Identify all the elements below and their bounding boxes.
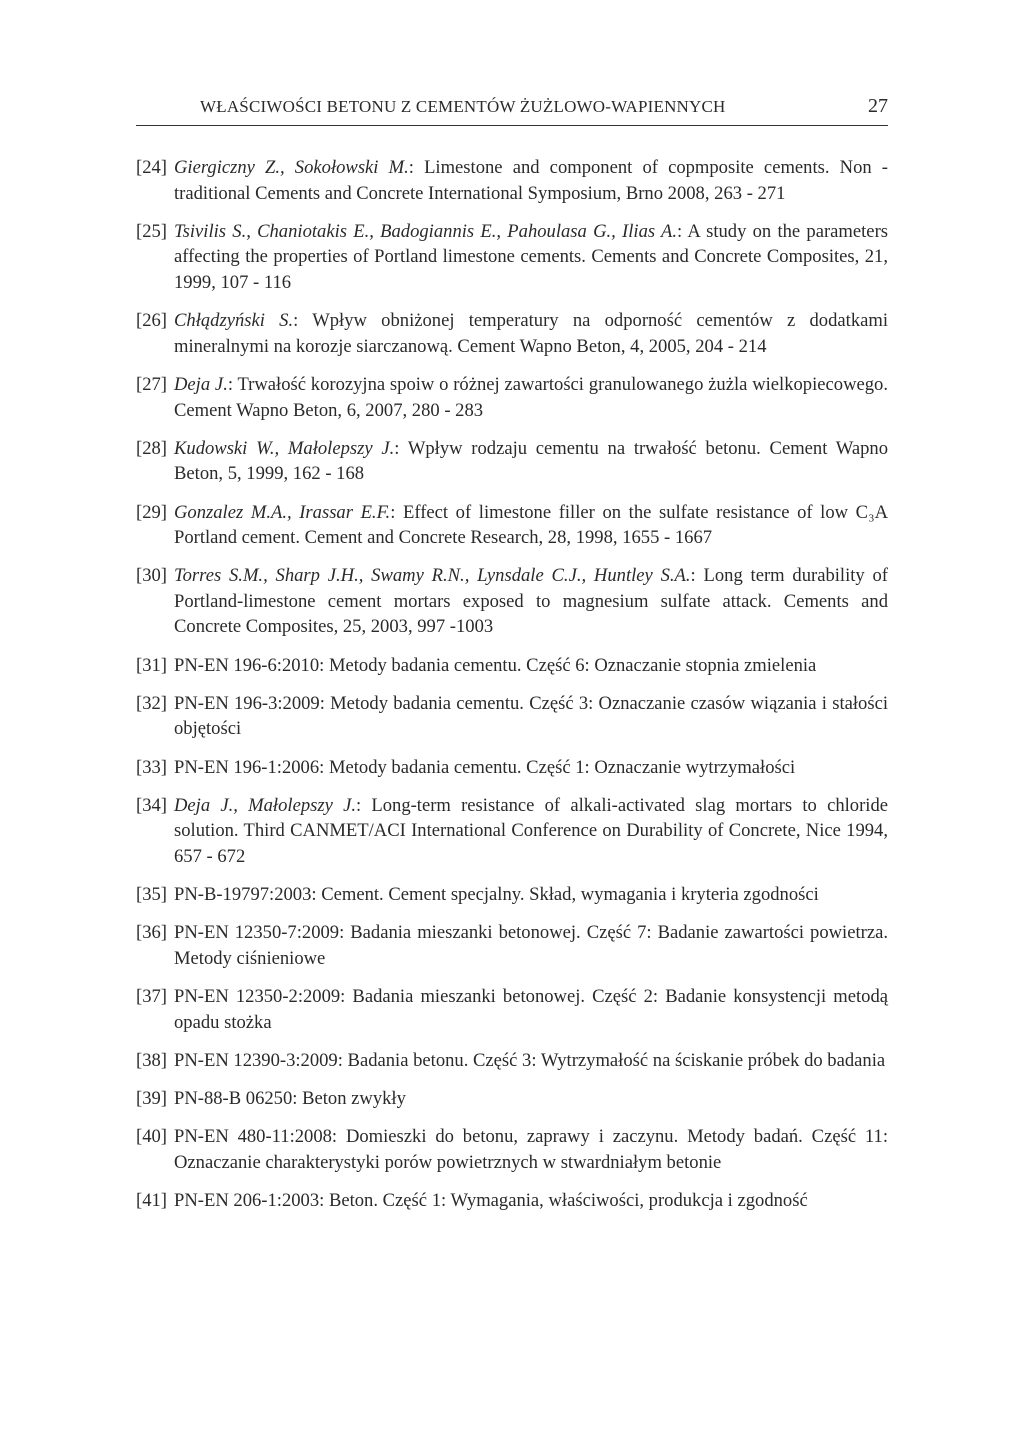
reference-number: [29]: [136, 501, 167, 523]
reference-36: [136, 920, 888, 971]
reference-authors: Kudowski W., Małolepszy J.: [174, 437, 395, 459]
reference-number: [37]: [136, 986, 167, 1008]
reference-text: : Effect of limestone filler on the sulfate resistance of low C₃A Portland cement. Cement and Concrete Research, 28, 1998, 1655 - 1667: [174, 501, 888, 549]
reference-text: PN-EN 12350-7:2009: Badania mieszanki betonowej. Część 7: Badanie zawartości powietrza. Metody ciśnieniowe: [174, 922, 888, 969]
reference-authors: Deja J., Małolepszy J.: [174, 794, 356, 816]
reference-38: [136, 1048, 888, 1074]
reference-text: : Trwałość korozyjna spoiw o różnej zawartości granulowanego żużla wielkopiecowego. Cement Wapno Beton, 6, 2007, 280 - 283: [174, 373, 888, 421]
reference-number: [31]: [136, 654, 167, 676]
reference-26: [136, 308, 888, 359]
reference-number: [30]: [136, 565, 167, 587]
reference-list: [136, 155, 888, 1226]
running-header: [136, 95, 888, 126]
reference-31: [136, 653, 888, 679]
reference-text: PN-EN 480-11:2008: Domieszki do betonu, zaprawy i zaczynu. Metody badań. Część 11: Oznaczanie charakterystyki porów powietrznych w stwardniałym betonie: [174, 1126, 888, 1173]
reference-authors: Giergiczny Z., Sokołowski M.: [174, 157, 409, 178]
reference-number: [32]: [136, 692, 167, 714]
reference-text: PN-EN 12390-3:2009: Badania betonu. Część 3: Wytrzymałość na ściskanie próbek do badania: [174, 1049, 886, 1071]
reference-authors: Torres S.M., Sharp J.H., Swamy R.N., Lynsdale C.J., Huntley S.A.: [174, 565, 691, 587]
reference-number: [27]: [136, 373, 167, 395]
reference-number: [40]: [136, 1126, 167, 1148]
reference-number: [35]: [136, 884, 167, 906]
reference-number: [26]: [136, 310, 167, 332]
reference-authors: Gonzalez M.A., Irassar E.F.: [174, 501, 391, 523]
reference-40: [136, 1124, 888, 1175]
reference-29: [136, 500, 888, 551]
reference-34: [136, 793, 888, 870]
reference-25: [136, 219, 888, 296]
reference-number: [24]: [136, 157, 167, 178]
reference-28: [136, 436, 888, 487]
reference-number: [41]: [136, 1190, 167, 1212]
reference-text: PN-B-19797:2003: Cement. Cement specjalny. Skład, wymagania i kryteria zgodności: [174, 884, 819, 906]
reference-text: : Wpływ obniżonej temperatury na odporność cementów z dodatkami mineralnymi na korozje siarczanową. Cement Wapno Beton, 4, 2005, 204 - 214: [174, 310, 888, 357]
reference-39: [136, 1086, 888, 1112]
reference-32: [136, 691, 888, 742]
reference-37: [136, 984, 888, 1035]
reference-authors: Deja J.: [174, 373, 228, 395]
reference-27: [136, 372, 888, 423]
reference-number: [39]: [136, 1088, 167, 1110]
reference-number: [38]: [136, 1049, 167, 1071]
running-title: WŁAŚCIWOŚCI BETONU Z CEMENTÓW ŻUŻLOWO-WAPIENNYCH: [200, 97, 726, 116]
reference-33: [136, 755, 888, 781]
reference-text: PN-EN 196-1:2006: Metody badania cementu. Część 1: Oznaczanie wytrzymałości: [174, 756, 796, 778]
reference-text: PN-88-B 06250: Beton zwykły: [174, 1088, 406, 1110]
page-number: 27: [868, 95, 888, 117]
reference-text: PN-EN 12350-2:2009: Badania mieszanki betonowej. Część 2: Badanie konsystencji metodą opadu stożka: [174, 986, 888, 1033]
reference-text: : Wpływ rodzaju cementu na trwałość betonu. Cement Wapno Beton, 5, 1999, 162 - 168: [174, 437, 888, 485]
reference-authors: Tsivilis S., Chaniotakis E., Badogiannis E., Pahoulasa G., Ilias A.: [174, 220, 678, 242]
reference-authors: Chłądzyński S.: [174, 310, 294, 332]
reference-number: [28]: [136, 437, 167, 459]
reference-41: [136, 1188, 888, 1214]
reference-text: : Long term durability of Portland-limestone cement mortars exposed to magnesium sulfate attack. Cements and Concrete Composites, 25, 2003, 997 -1003: [174, 565, 888, 638]
reference-number: [33]: [136, 756, 167, 778]
reference-number: [34]: [136, 794, 167, 816]
reference-30: [136, 563, 888, 640]
reference-text: PN-EN 206-1:2003: Beton. Część 1: Wymagania, właściwości, produkcja i zgodność: [174, 1190, 808, 1212]
reference-number: [25]: [136, 220, 167, 242]
reference-text: : Limestone and component of copmposite cements. Non - traditional Cements and Concrete International Symposium, Brno 2008, 263 - 271: [174, 157, 888, 204]
reference-text: PN-EN 196-6:2010: Metody badania cementu. Część 6: Oznaczanie stopnia zmielenia: [174, 654, 817, 676]
reference-35: [136, 882, 888, 908]
reference-text: : Long-term resistance of alkali-activated slag mortars to chloride solution. Third CANMET/ACI International Conference on Durability of Concrete, Nice 1994, 657 - 672: [174, 794, 888, 867]
reference-24: [136, 155, 888, 206]
reference-number: [36]: [136, 922, 167, 944]
reference-text: : A study on the parameters affecting the properties of Portland limestone cements. Cements and Concrete Composites, 21, 1999, 107 - 116: [174, 220, 888, 293]
reference-text: PN-EN 196-3:2009: Metody badania cementu. Część 3: Oznaczanie czasów wiązania i stałości objętości: [174, 692, 888, 740]
